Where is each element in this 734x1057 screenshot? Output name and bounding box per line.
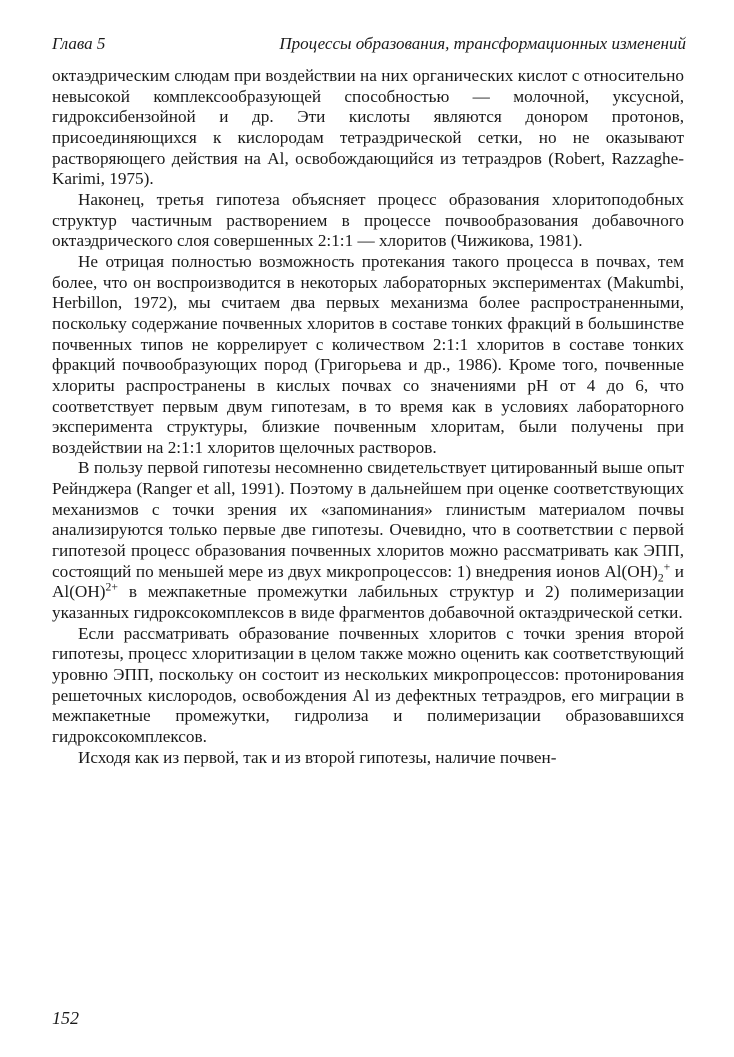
paragraph-6: Исходя как из первой, так и из второй гипотезы, наличие почвен-: [78, 747, 557, 767]
paragraph-5: Если рассматривать образование почвенных хлоритов с точки зрения второй гипотезы, процесс хлоритизации в целом также можно оценить как соответствующий уровню ЭПП, поскольку он состоит из нескольких микропроцессов: протонирования решеточных кислородов, освобождения Al из дефектных тетраэдров, его миграции в межпакетные промежутки, гидролиза и полимеризации образовавшихся гидроксокомплексов.: [52, 623, 684, 746]
body-text: [52, 66, 684, 768]
page-number: 152: [52, 1008, 79, 1028]
paragraph-4: [52, 458, 684, 623]
paragraph-4-text-a: В пользу первой гипотезы несомненно свидетельствует цитированный выше опыт Рейнджера (Ranger et all, 1991). Поэтому в дальнейшем при оценке соответствующих механизмов с точки зрения их «запоминания» глинистым материалом почвы анализируются только первые две гипотезы. Очевидно, что в соответствии с первой гипотезой процесс образования почвенных хлоритов можно рассматривать как ЭПП, состоящий по меньшей мере из двух микропроцессов: 1) внедрения ионов Al(OH): [52, 458, 684, 581]
running-header: [52, 34, 686, 58]
paragraph-4-text-b: и Al(OH): [52, 561, 685, 602]
paragraph-4-text-c: в межпакетные промежутки лабильных структур и 2) полимеризации указанных гидроксокомплексов в виде фрагментов добавочной октаэдрической сетки.: [52, 582, 684, 623]
superscript-plus: +: [663, 560, 671, 574]
running-title: Процессы образования, трансформационных изменений: [279, 34, 686, 53]
chapter-label: Глава 5: [52, 34, 106, 53]
superscript-2plus: 2+: [105, 580, 118, 594]
paragraph-2: Наконец, третья гипотеза объясняет процесс образования хлоритоподобных структур частичным растворением в процессе почвообразования добавочного октаэдрического слоя совершенных 2:1:1 — хлоритов (Чижикова, 1981).: [52, 189, 684, 251]
subscript-2: 2: [657, 571, 664, 585]
paragraph-1: октаэдрическим слюдам при воздействии на них органических кислот с относительно невысокой комплексообразующей способностью — молочной, уксусной, гидроксибензойной и др. Эти кислоты являются донором протонов, присоединяющихся к кислородам тетраэдрической сетки, но не оказывают растворяющего действия на Al, освобождающийся из тетраэдров (Robert, Razzaghe-Karimi, 1975).: [52, 66, 684, 189]
paragraph-3: Не отрицая полностью возможность протекания такого процесса в почвах, тем более, что он воспроизводится в некоторых лабораторных экспериментах (Makumbi, Herbillon, 1972), мы считаем два первых механизма более распространенными, поскольку содержание почвенных хлоритов в составе тонких фракций в большинстве почвенных типов не коррелирует с количеством 2:1:1 хлоритов в составе тонких фракций почвообразующих пород (Григорьева и др., 1986). Кроме того, почвенные хлориты распространены в кислых почвах со значениями pH от 4 до 6, что соответствует первым двум гипотезам, в то время как в условиях лабораторного эксперимента структуры, близкие почвенным хлоритам, были получены при воздействии на 2:1:1 хлоритов щелочных растворов.: [52, 251, 684, 457]
